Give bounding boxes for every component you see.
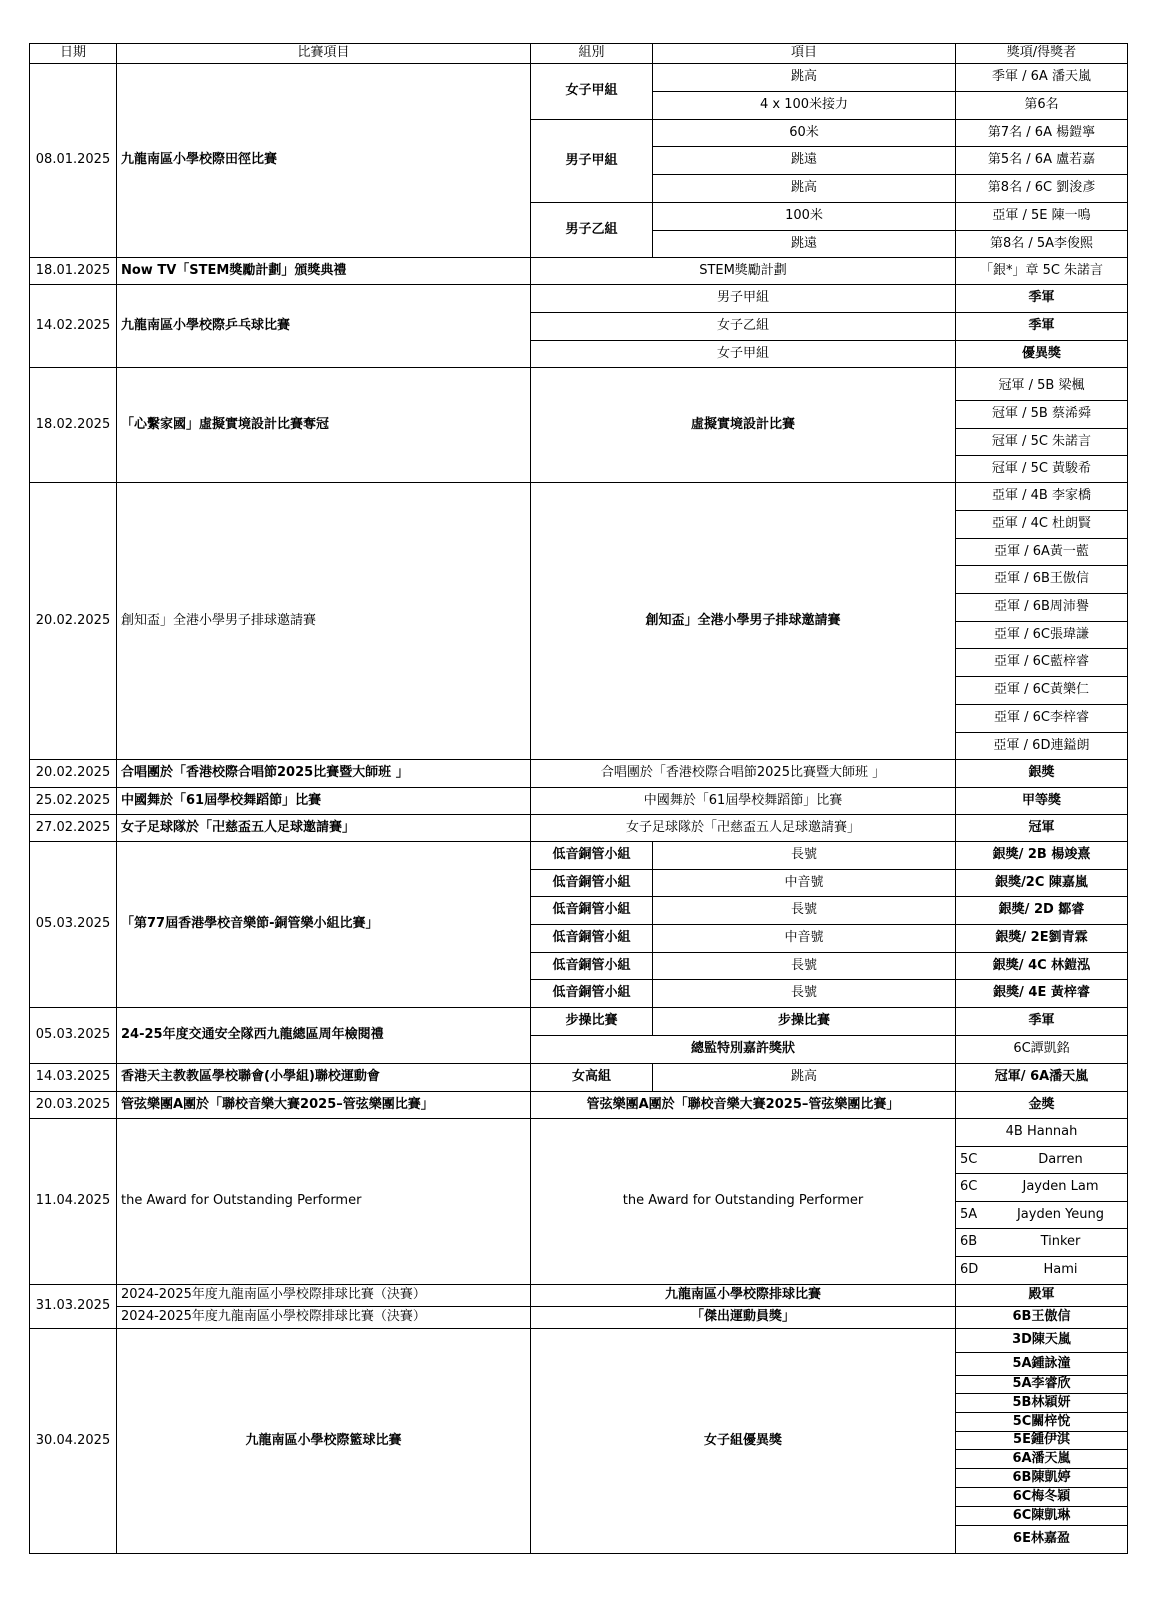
winner-name: Hami — [1043, 1262, 1078, 1278]
group-cell: 男子甲組 — [565, 152, 618, 168]
table-rule — [955, 1201, 1128, 1202]
award-cell: 亞軍 / 4C 杜朗賢 — [991, 516, 1092, 532]
item-cell: 長號 — [790, 847, 817, 863]
event-cell: 創知盃」全港小學男子排球邀請賽 — [121, 612, 317, 628]
table-rule — [955, 1506, 1128, 1507]
item-cell: 女子組優異獎 — [703, 1432, 782, 1448]
table-rule — [955, 814, 956, 842]
table-rule — [530, 340, 1128, 341]
winner-class: 6D — [960, 1262, 979, 1278]
award-cell: 6B王傲信 — [1012, 1309, 1071, 1325]
event-cell: 九龍南區小學校際田徑比賽 — [121, 152, 278, 168]
event-cell: 九龍南區小學校際籃球比賽 — [245, 1432, 402, 1448]
section-rule — [29, 787, 1128, 788]
group-cell: 女高組 — [571, 1069, 611, 1085]
date-cell: 20.02.2025 — [35, 765, 111, 781]
award-cell: 亞軍 / 6C黃樂仁 — [994, 682, 1089, 698]
event-cell: the Award for Outstanding Performer — [121, 1193, 362, 1209]
table-rule — [955, 1487, 1128, 1488]
table-rule — [652, 230, 1128, 231]
item-cell: 女子乙組 — [716, 318, 769, 334]
award-cell: 銀獎/ 2E劉青霖 — [995, 930, 1088, 946]
winner-name: 4B Hannah — [1005, 1124, 1078, 1140]
award-cell: 亞軍 / 6C藍梓睿 — [994, 654, 1089, 670]
award-cell: 6C梅冬穎 — [1012, 1488, 1071, 1504]
winner-name: Jayden Lam — [1022, 1179, 1099, 1195]
table-rule — [955, 1256, 1128, 1257]
date-cell: 27.02.2025 — [35, 819, 111, 835]
header-date: 日期 — [59, 45, 86, 61]
award-cell: 銀獎/ 2D 鄒睿 — [998, 902, 1085, 918]
award-cell: 6C陳凱琳 — [1012, 1507, 1071, 1523]
section-rule — [29, 1553, 1128, 1554]
event-cell: 中國舞於「61屆學校舞蹈節」比賽 — [121, 792, 322, 808]
item-cell: 女子甲組 — [716, 345, 769, 361]
award-cell: 季軍 — [1028, 290, 1055, 306]
award-cell: 冠軍 / 5B 梁楓 — [998, 378, 1085, 394]
item-cell: 男子甲組 — [716, 290, 769, 306]
table-rule — [530, 896, 1128, 897]
award-cell: 5B林穎妍 — [1012, 1394, 1071, 1410]
table-rule — [955, 1468, 1128, 1469]
table-top-rule — [29, 43, 1128, 44]
item-cell: 跳高 — [790, 180, 817, 196]
award-cell: 6B陳凱婷 — [1012, 1469, 1071, 1485]
award-cell: 銀獎/ 2B 楊竣熹 — [992, 847, 1091, 863]
table-rule — [955, 1412, 1128, 1413]
table-rule — [955, 1091, 956, 1119]
event-cell: 合唱團於「香港校際合唱節2025比賽暨大師班 」 — [121, 765, 409, 781]
award-cell: 冠軍 / 5C 朱諾言 — [991, 433, 1092, 449]
date-cell: 18.02.2025 — [35, 416, 111, 432]
winner-name: Darren — [1038, 1151, 1083, 1167]
date-cell: 20.02.2025 — [35, 612, 111, 628]
award-cell: 第5名 / 6A 盧若嘉 — [987, 152, 1096, 168]
award-cell: 季軍 / 6A 潘天嵐 — [992, 69, 1091, 85]
group-cell: 步操比賽 — [565, 1013, 618, 1029]
table-rule — [955, 1284, 956, 1329]
column-rule — [955, 43, 956, 64]
table-rule — [955, 257, 956, 285]
column-rule — [116, 43, 117, 1554]
table-rule — [955, 759, 956, 788]
award-cell: 亞軍 / 6C李梓睿 — [994, 710, 1089, 726]
table-rule — [955, 510, 1128, 511]
award-cell: 季軍 — [1028, 1013, 1055, 1029]
table-rule — [955, 621, 1128, 622]
award-cell: 季軍 — [1028, 318, 1055, 334]
section-rule — [29, 482, 1128, 483]
table-rule — [530, 869, 1128, 870]
item-cell: 中音號 — [784, 930, 824, 946]
table-rule — [652, 91, 1128, 92]
item-cell: 跳高 — [790, 69, 817, 85]
event-cell: Now TV「STEM獎勵計劃」頒獎典禮 — [121, 262, 347, 278]
award-cell: 6A潘天嵐 — [1012, 1450, 1071, 1466]
award-cell: 冠軍 / 5C 黃駿希 — [991, 460, 1092, 476]
table-rule — [955, 538, 1128, 539]
item-cell: 中國舞於「61屆學校舞蹈節」比賽 — [643, 792, 843, 808]
table-rule — [530, 202, 653, 203]
award-cell: 3D陳天嵐 — [1012, 1332, 1071, 1348]
item-cell: 創知盃」全港小學男子排球邀請賽 — [645, 612, 841, 628]
section-rule — [29, 1118, 1128, 1119]
table-rule — [955, 1328, 956, 1554]
winner-name: Tinker — [1040, 1234, 1081, 1250]
item-cell: 4 x 100米接力 — [759, 97, 849, 113]
column-rule — [29, 43, 30, 1554]
award-cell: 第6名 — [1024, 97, 1059, 113]
event-cell: 2024-2025年度九龍南區小學校際排球比賽（決賽） — [121, 1309, 426, 1325]
group-cell: 低音銅管小組 — [552, 957, 631, 973]
table-rule — [530, 312, 1128, 313]
event-cell: 「心繫家國」虛擬實境設計比賽奪冠 — [121, 416, 330, 432]
award-cell: 第8名 / 6C 劉浚彥 — [987, 180, 1096, 196]
award-cell: 銀獎/2C 陳嘉嵐 — [995, 874, 1088, 890]
item-cell: STEM獎勵計劃 — [699, 262, 787, 278]
item-cell: 九龍南區小學校際排球比賽 — [664, 1287, 821, 1303]
event-cell: 2024-2025年度九龍南區小學校際排球比賽（決賽） — [121, 1287, 426, 1303]
section-rule — [29, 841, 1128, 842]
table-rule — [652, 1063, 653, 1092]
award-cell: 亞軍 / 6D連鎰朗 — [993, 737, 1090, 753]
item-cell: 60米 — [789, 124, 819, 140]
table-rule — [652, 146, 1128, 147]
column-rule — [652, 43, 653, 64]
section-rule — [29, 1063, 1128, 1064]
table-rule — [955, 676, 1128, 677]
table-rule — [955, 593, 1128, 594]
award-cell: 銀獎/ 4C 林鎧泓 — [992, 957, 1091, 973]
table-rule — [955, 841, 956, 1008]
award-cell: 亞軍 / 6B周沛譽 — [994, 599, 1089, 615]
table-rule — [652, 119, 1128, 120]
item-cell: 長號 — [790, 957, 817, 973]
table-rule — [955, 1352, 1128, 1353]
item-cell: 長號 — [790, 985, 817, 1001]
award-cell: 5E鍾伊淇 — [1013, 1432, 1070, 1448]
group-cell: 低音銅管小組 — [552, 847, 631, 863]
item-cell: the Award for Outstanding Performer — [622, 1193, 864, 1209]
table-rule — [955, 455, 1128, 456]
date-cell: 05.03.2025 — [35, 1027, 111, 1043]
table-rule — [955, 1525, 1128, 1526]
section-rule — [29, 284, 1128, 285]
award-cell: 「銀*」章 5C 朱諾言 — [979, 262, 1104, 278]
section-rule — [29, 814, 1128, 815]
date-cell: 14.03.2025 — [35, 1069, 111, 1085]
award-cell: 亞軍 / 6A黃一藍 — [994, 543, 1089, 559]
table-rule — [530, 952, 1128, 953]
table-rule — [955, 565, 1128, 566]
section-rule — [29, 1007, 1128, 1008]
award-cell: 第8名 / 5A李俊熙 — [989, 235, 1094, 251]
winner-class: 5A — [960, 1206, 978, 1222]
event-cell: 女子足球隊於「卍慈盃五人足球邀請賽」 — [121, 819, 356, 835]
header-item: 項目 — [790, 45, 817, 61]
item-cell: 「傑出運動員獎」 — [690, 1309, 795, 1325]
event-cell: 24-25年度交通安全隊西九龍總區周年檢閱禮 — [121, 1027, 384, 1043]
table-rule — [955, 428, 1128, 429]
table-rule — [530, 924, 1128, 925]
event-cell: 九龍南區小學校際乒乓球比賽 — [121, 317, 291, 333]
date-cell: 08.01.2025 — [35, 152, 111, 168]
table-rule — [955, 787, 956, 815]
date-cell: 14.02.2025 — [35, 317, 111, 333]
group-cell: 低音銅管小組 — [552, 902, 631, 918]
award-cell: 第7名 / 6A 楊鎧寧 — [987, 124, 1096, 140]
header-award: 獎項/得獎者 — [1006, 45, 1077, 61]
table-rule — [955, 1375, 1128, 1376]
table-rule — [116, 1306, 1128, 1307]
table-rule — [955, 1007, 956, 1064]
table-rule — [530, 119, 653, 120]
section-rule — [29, 63, 1128, 64]
table-rule — [955, 704, 1128, 705]
winner-class: 5C — [960, 1151, 978, 1167]
date-cell: 25.02.2025 — [35, 792, 111, 808]
award-cell: 銀獎 — [1028, 765, 1055, 781]
award-cell: 5A李睿欣 — [1012, 1376, 1071, 1392]
table-rule — [955, 1393, 1128, 1394]
award-cell: 甲等獎 — [1021, 792, 1061, 808]
award-cell: 銀獎/ 4E 黃梓睿 — [993, 985, 1090, 1001]
section-rule — [29, 1284, 1128, 1285]
table-rule — [955, 1146, 1128, 1147]
table-rule — [955, 1118, 956, 1285]
date-cell: 05.03.2025 — [35, 916, 111, 932]
date-cell: 11.04.2025 — [35, 1193, 111, 1209]
item-cell: 跳高 — [790, 1069, 817, 1085]
item-cell: 管弦樂團A團於「聯校音樂大賽2025–管弦樂團比賽」 — [586, 1096, 900, 1112]
group-cell: 低音銅管小組 — [552, 874, 631, 890]
award-cell: 優異獎 — [1021, 345, 1061, 361]
header-group: 組別 — [578, 45, 605, 61]
header-event: 比賽項目 — [297, 45, 350, 61]
event-cell: 香港天主教教區學校聯會(小學組)聯校運動會 — [121, 1069, 380, 1085]
item-cell: 合唱團於「香港校際合唱節2025比賽暨大師班 」 — [600, 765, 886, 781]
group-cell: 低音銅管小組 — [552, 985, 631, 1001]
group-cell: 男子乙組 — [565, 221, 618, 237]
table-rule — [955, 284, 956, 368]
table-rule — [955, 1063, 956, 1092]
item-cell: 100米 — [785, 208, 823, 224]
item-cell: 虛擬實境設計比賽 — [690, 416, 795, 432]
table-rule — [955, 1431, 1128, 1432]
table-rule — [652, 202, 1128, 203]
column-rule — [1127, 43, 1128, 1554]
group-cell: 女子甲組 — [565, 83, 618, 99]
winner-class: 6B — [960, 1234, 978, 1250]
award-cell: 5C關梓悅 — [1012, 1413, 1071, 1429]
award-cell: 6C譚凱銘 — [1013, 1041, 1070, 1057]
award-cell: 6E林嘉盈 — [1013, 1531, 1070, 1547]
column-rule — [530, 43, 531, 1554]
group-cell: 低音銅管小組 — [552, 930, 631, 946]
award-cell: 亞軍 / 6B王傲信 — [994, 571, 1089, 587]
award-cell: 5A鍾詠潼 — [1012, 1355, 1071, 1371]
table-rule — [652, 841, 653, 1008]
item-cell: 步操比賽 — [777, 1013, 830, 1029]
table-rule — [955, 1228, 1128, 1229]
table-rule — [530, 979, 1128, 980]
item-cell: 跳遠 — [790, 152, 817, 168]
award-cell: 亞軍 / 4B 李家橋 — [992, 488, 1091, 504]
section-rule — [29, 759, 1128, 760]
table-rule — [955, 367, 956, 483]
table-rule — [652, 1007, 653, 1036]
award-cell: 冠軍/ 6A潘天嵐 — [994, 1069, 1089, 1085]
table-rule — [955, 482, 956, 760]
award-cell: 亞軍 / 5E 陳一鳴 — [992, 208, 1091, 224]
winner-class: 6C — [960, 1179, 978, 1195]
table-rule — [955, 1173, 1128, 1174]
event-cell: 「第77屆香港學校音樂節-銅管樂小組比賽」 — [121, 916, 379, 932]
section-rule — [29, 1091, 1128, 1092]
award-cell: 冠軍 — [1028, 819, 1055, 835]
item-cell: 中音號 — [784, 874, 824, 890]
award-cell: 金獎 — [1028, 1096, 1055, 1112]
table-rule — [955, 1449, 1128, 1450]
item-cell: 女子足球隊於「卍慈盃五人足球邀請賽」 — [625, 819, 860, 835]
section-rule — [29, 1328, 1128, 1329]
table-rule — [955, 400, 1128, 401]
item-cell: 長號 — [790, 902, 817, 918]
section-rule — [29, 257, 1128, 258]
date-cell: 31.03.2025 — [35, 1298, 111, 1314]
table-rule — [652, 63, 653, 258]
table-rule — [652, 174, 1128, 175]
table-rule — [955, 63, 956, 258]
award-cell: 亞軍 / 6C張瑋謙 — [994, 626, 1089, 642]
date-cell: 20.03.2025 — [35, 1096, 111, 1112]
date-cell: 30.04.2025 — [35, 1432, 111, 1448]
event-cell: 管弦樂團A團於「聯校音樂大賽2025–管弦樂團比賽」 — [121, 1096, 434, 1112]
award-cell: 殿軍 — [1028, 1287, 1055, 1303]
item-cell: 總監特別嘉許獎狀 — [690, 1041, 795, 1057]
table-rule — [955, 648, 1128, 649]
table-rule — [530, 1035, 1128, 1036]
section-rule — [29, 367, 1128, 368]
winner-name: Jayden Yeung — [1016, 1206, 1105, 1222]
item-cell: 跳遠 — [790, 235, 817, 251]
table-rule — [955, 732, 1128, 733]
date-cell: 18.01.2025 — [35, 262, 111, 278]
award-cell: 冠軍 / 5B 蔡浠舜 — [992, 406, 1091, 422]
